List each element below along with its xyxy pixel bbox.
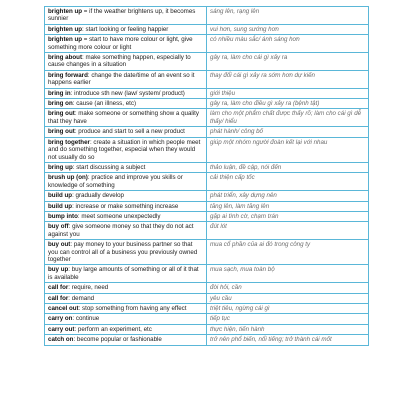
table-row bbox=[45, 70, 369, 88]
definition-cell bbox=[45, 240, 207, 265]
english-definition: : change the date/time of an event so it happens earlier bbox=[48, 71, 195, 87]
phrasal-verb-term: carry on bbox=[48, 315, 73, 323]
vietnamese-meaning: đút lót bbox=[207, 222, 369, 240]
vietnamese-meaning: thảo luận, đề cập, nói đến bbox=[207, 162, 369, 172]
table-row bbox=[45, 211, 369, 221]
table-body bbox=[45, 7, 369, 346]
english-definition: : create a situation in which people meet and do something together, especial when they would not usually do so bbox=[48, 138, 201, 161]
definition-cell bbox=[45, 137, 207, 162]
vietnamese-meaning: gặp ai tình cờ, chạm trán bbox=[207, 211, 369, 221]
phrasal-verb-term: bring on bbox=[48, 100, 73, 108]
english-definition: : practice and improve you skills or knowledge of something bbox=[48, 174, 183, 189]
english-definition: : make someone or something show a quality that they have bbox=[48, 110, 199, 125]
english-definition: : introduce sth new (law/ system/ product) bbox=[70, 89, 185, 97]
vietnamese-meaning: phát triển, xây dựng nên bbox=[207, 191, 369, 201]
table-row bbox=[45, 293, 369, 303]
phrasal-verb-table bbox=[44, 6, 369, 346]
table-row bbox=[45, 173, 369, 191]
english-definition: : perform an experiment, etc bbox=[74, 325, 152, 333]
english-definition: : pay money to your business partner so that you can control all of a business you previously owned together bbox=[48, 241, 198, 263]
english-definition: : make something happen, especially to cause changes in a situation bbox=[48, 54, 191, 69]
english-definition: : cause (an illness, etc) bbox=[72, 100, 137, 108]
vietnamese-meaning: tiếp tục bbox=[207, 314, 369, 324]
english-definition: = start to have more colour or light, give something more colour or light bbox=[48, 36, 193, 51]
vietnamese-meaning: trở nên phổ biến, nổi tiếng; trở thành cái mốt bbox=[207, 335, 369, 345]
vietnamese-meaning: phát hành/ công bố bbox=[207, 127, 369, 137]
definition-cell bbox=[45, 283, 207, 293]
definition-cell bbox=[45, 222, 207, 240]
table-row bbox=[45, 265, 369, 283]
phrasal-verb-term: build up bbox=[48, 202, 73, 210]
phrasal-verb-term: bring forward bbox=[48, 71, 88, 79]
definition-cell bbox=[45, 127, 207, 137]
phrasal-verb-term: bring about bbox=[48, 54, 83, 62]
vietnamese-meaning: thay đổi cái gì xảy ra sớm hơn dự kiến bbox=[207, 70, 369, 88]
table-row bbox=[45, 191, 369, 201]
vietnamese-meaning: làm cho một phẩm chất được thấy rõ; làm cho cái gì dễ thấy/ hiểu bbox=[207, 109, 369, 127]
phrasal-verb-term: bring together bbox=[48, 138, 90, 146]
english-definition: : give someone money so that they do not act against you bbox=[48, 223, 194, 238]
english-definition: : become popular or fashionable bbox=[73, 336, 162, 344]
vietnamese-meaning: có nhiều màu sắc/ ánh sáng hơn bbox=[207, 35, 369, 53]
table-row bbox=[45, 314, 369, 324]
english-definition: : gradually develop bbox=[72, 192, 125, 200]
definition-cell bbox=[45, 88, 207, 98]
vietnamese-meaning: cải thiện cấp tốc bbox=[207, 173, 369, 191]
definition-cell bbox=[45, 7, 207, 25]
vietnamese-meaning: triệt tiêu, ngừng cái gì bbox=[207, 304, 369, 314]
table-row bbox=[45, 88, 369, 98]
table-row bbox=[45, 324, 369, 334]
definition-cell bbox=[45, 99, 207, 109]
definition-cell bbox=[45, 314, 207, 324]
phrasal-verb-term: carry out bbox=[48, 325, 75, 333]
table-row bbox=[45, 137, 369, 162]
english-definition: : continue bbox=[72, 315, 100, 323]
english-definition: : buy large amounts of something or all of it that is available bbox=[48, 266, 199, 281]
table-row bbox=[45, 35, 369, 53]
definition-cell bbox=[45, 265, 207, 283]
phrasal-verb-term: call for bbox=[48, 284, 69, 292]
phrasal-verb-term: buy up bbox=[48, 266, 69, 274]
vietnamese-meaning: gây ra, làm cho cái gì xảy ra bbox=[207, 53, 369, 71]
english-definition: : demand bbox=[68, 294, 95, 302]
definition-cell bbox=[45, 191, 207, 201]
table-row bbox=[45, 335, 369, 345]
definition-cell bbox=[45, 335, 207, 345]
vietnamese-meaning: yêu cầu bbox=[207, 293, 369, 303]
table-row bbox=[45, 162, 369, 172]
definition-cell bbox=[45, 324, 207, 334]
vietnamese-meaning: sáng lên, rạng lên bbox=[207, 7, 369, 25]
definition-cell bbox=[45, 24, 207, 34]
phrasal-verb-term: brighten up bbox=[48, 8, 83, 15]
phrasal-verb-term: bring up bbox=[48, 163, 73, 171]
vietnamese-meaning: gây ra, làm cho điều gì xảy ra (bệnh tật) bbox=[207, 99, 369, 109]
table-row bbox=[45, 304, 369, 314]
definition-cell bbox=[45, 201, 207, 211]
phrasal-verb-term: brighten up bbox=[48, 25, 83, 33]
table-row bbox=[45, 24, 369, 34]
table-row bbox=[45, 7, 369, 25]
vietnamese-meaning: tăng lên, làm tăng lên bbox=[207, 201, 369, 211]
vietnamese-meaning: vui hơn, sung sướng hơn bbox=[207, 24, 369, 34]
table-row bbox=[45, 127, 369, 137]
phrasal-verb-term: build up bbox=[48, 192, 73, 200]
definition-cell bbox=[45, 35, 207, 53]
table-row bbox=[45, 283, 369, 293]
definition-cell bbox=[45, 70, 207, 88]
table-row bbox=[45, 222, 369, 240]
phrasal-verb-term: bump into bbox=[48, 212, 78, 220]
vietnamese-meaning: thực hiện, tiến hành bbox=[207, 324, 369, 334]
phrasal-verb-term: bring in bbox=[48, 89, 71, 97]
vietnamese-meaning: mua cổ phần của ai đó trong công ty bbox=[207, 240, 369, 265]
english-definition: : require, need bbox=[68, 284, 109, 292]
definition-cell bbox=[45, 109, 207, 127]
phrasal-verb-term: bring out bbox=[48, 128, 75, 136]
phrasal-verb-term: cancel out bbox=[48, 305, 79, 312]
table-row bbox=[45, 240, 369, 265]
phrasal-verb-term: catch on bbox=[48, 336, 74, 344]
phrasal-verb-term: brighten up bbox=[48, 36, 83, 44]
phrasal-verb-term: bring out bbox=[48, 110, 75, 118]
definition-cell bbox=[45, 173, 207, 191]
vietnamese-meaning: giới thiệu bbox=[207, 88, 369, 98]
phrasal-verb-term: buy off bbox=[48, 223, 69, 231]
definition-cell bbox=[45, 304, 207, 314]
phrasal-verb-term: call for bbox=[48, 294, 69, 302]
definition-cell bbox=[45, 162, 207, 172]
english-definition: = if the weather brightens up, it becomes sunnier bbox=[48, 8, 196, 23]
vietnamese-meaning: giúp một nhóm người đoàn kết lại với nhau bbox=[207, 137, 369, 162]
phrasal-verb-term: buy out bbox=[48, 241, 71, 249]
definition-cell bbox=[45, 53, 207, 71]
english-definition: : start looking or feeling happier bbox=[82, 25, 169, 33]
english-definition: : meet someone unexpectedly bbox=[77, 212, 161, 220]
table-row bbox=[45, 53, 369, 71]
english-definition: : increase or make something increase bbox=[72, 202, 179, 210]
english-definition: : produce and start to sell a new product bbox=[74, 128, 185, 136]
definition-cell bbox=[45, 211, 207, 221]
definition-cell bbox=[45, 293, 207, 303]
table-row bbox=[45, 99, 369, 109]
vietnamese-meaning: mua sạch, mua toàn bộ bbox=[207, 265, 369, 283]
phrasal-verb-term: brush up (on) bbox=[48, 174, 88, 182]
english-definition: : stop something from having any effect bbox=[78, 305, 187, 312]
vietnamese-meaning: đòi hỏi, cần bbox=[207, 283, 369, 293]
table-row bbox=[45, 109, 369, 127]
english-definition: : start discussing a subject bbox=[72, 163, 146, 171]
table-row bbox=[45, 201, 369, 211]
